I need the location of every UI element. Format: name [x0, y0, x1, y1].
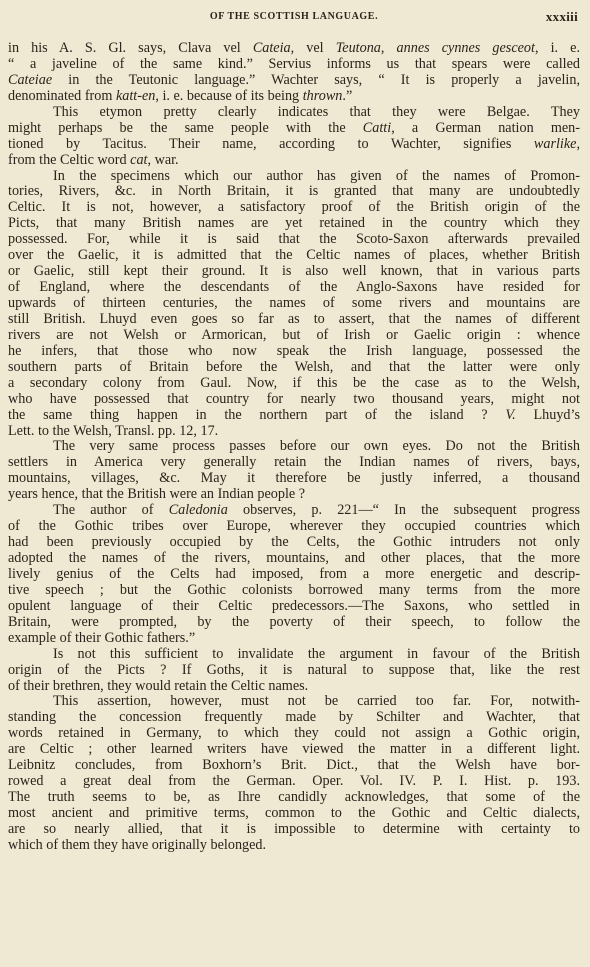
text-line: southern parts of Britain before the Welsh, and that the latter were only	[8, 358, 580, 375]
text-line: upwards of thirteen centuries, the names of some rivers and mountains are	[8, 295, 580, 311]
text-line: words retained in Germany, to which they could not assign a Gothic origin,	[8, 725, 580, 742]
text-line: of the Gothic tribes over Europe, wherever they occupied countries which	[8, 518, 580, 535]
text-line: a secondary colony from Gaul. Now, if this be the case as to the Welsh,	[8, 374, 580, 391]
text-line: he infers, that those who now speak the Irish language, possessed the	[8, 342, 580, 359]
text-line: In the specimens which our author has given of the names of Promon-	[53, 167, 580, 184]
text-line: of their brethren, they would retain the Celtic names.	[8, 677, 309, 694]
text-line: Cateiae in the Teutonic language.” Wachter says, “ It is properly a javelin,	[8, 71, 580, 88]
text-line: had been previously occupied by the Celts, the Gothic intruders not only	[8, 534, 580, 551]
text-line: in his A. S. Gl. says, Clava vel Cateia, vel Teutona, annes cynnes gesceot, i. e.	[8, 40, 580, 56]
text-line: might perhaps be the same people with the Catti, a German nation men-	[8, 119, 580, 136]
text-line: Picts, that many British names are yet retained in the country which they	[8, 215, 580, 232]
text-line: This etymon pretty clearly indicates that they were Belgae. They	[53, 103, 580, 120]
text-line: who have possessed that country for nearly two thousand years, might not	[8, 390, 580, 407]
text-line: denominated from katt-en, i. e. because of its being thrown.”	[8, 87, 353, 104]
text-line: are Celtic ; other learned writers have viewed the matter in a different light.	[8, 741, 580, 758]
text-line: The truth seems to be, as Ihre candidly acknowledges, that some of the	[8, 789, 580, 806]
text-line: the same thing happen in the northern part of the island ? V. Lhuyd’s	[8, 406, 580, 423]
text-line: tioned by Tacitus. Their name, according to Wachter, signifies warlike,	[8, 135, 580, 152]
text-line: The author of Caledonia observes, p. 221—“ In the subsequent progress	[53, 502, 580, 519]
text-line: adopted the names of the rivers, mountains, and other places, that the more	[8, 550, 580, 566]
text-line: tories, Rivers, &c. in North Britain, it is granted that many are undoubtedly	[8, 183, 580, 200]
text-line: opulent language of their Celtic predecessors.—The Saxons, who settled in	[8, 597, 580, 614]
text-line: standing the concession frequently made by Schilter and Wachter, that	[8, 709, 580, 726]
text-line: tive speech ; but the Gothic colonists borrowed many terms from the more	[8, 581, 580, 598]
text-line: Is not this sufficient to invalidate the argument in favour of the British	[53, 645, 580, 662]
text-line: or Gaelic, still kept their ground. It is also well known, that in various parts	[8, 263, 580, 280]
text-line: are so nearly allied, that it is impossible to determine with certainty to	[8, 820, 580, 837]
text-line: The very same process passes before our own eyes. Do not the British	[53, 438, 580, 455]
text-line: from the Celtic word cat, war.	[8, 151, 179, 168]
text-line: Britain, were prompted, by the poverty of their speech, to follow the	[8, 613, 580, 630]
text-line: of England, where the descendants of the Anglo-Saxons have resided for	[8, 279, 580, 296]
text-line: Celtic. It is not, however, a satisfactory proof of the British origin of the	[8, 199, 580, 216]
text-line: This assertion, however, must not be carried too far. For, notwith-	[53, 693, 580, 710]
text-line: Lett. to the Welsh, Transl. pp. 12, 17.	[8, 422, 219, 439]
running-title: OF THE SCOTTISH LANGUAGE.	[209, 11, 379, 22]
page-header	[8, 5, 580, 25]
text-line: which of them they have originally belonged.	[8, 836, 267, 853]
text-line: settlers in America very generally retain the Indian names of rivers, bays,	[8, 454, 580, 471]
text-line: example of their Gothic fathers.”	[8, 629, 196, 646]
text-line: still British. Lhuyd even goes so far as to assert, that the names of different	[8, 310, 580, 327]
text-line: most ancient and primitive terms, common to the Gothic and Celtic dialects,	[8, 805, 580, 821]
text-line: rivers are not Welsh or Armorican, but of Irish or Gaelic origin : whence	[8, 326, 580, 343]
text-line: origin of the Picts ? If Goths, it is natural to suppose that, like the rest	[8, 661, 580, 678]
text-line: rowed a great deal from the German. Oper. Vol. IV. P. I. Hist. p. 193.	[8, 773, 580, 790]
page-number: xxxiii	[545, 9, 578, 24]
text-line: Leibnitz concludes, from Boxhorn’s Brit. Dict., that the Welsh have bor-	[8, 757, 580, 774]
text-line: years hence, that the British were an Indian people ?	[8, 486, 306, 503]
text-line: lively genius of the Celts had imposed, from a more energetic and descrip-	[8, 565, 580, 582]
text-line: possessed. For, while it is said that the Scoto-Saxon afterwards prevailed	[8, 231, 580, 248]
body-text	[8, 41, 580, 854]
text-line: mountains, villages, &c. May it therefore be justly inferred, a thousand	[8, 470, 580, 487]
text-line: “ a javeline of the same kind.” Servius informs us that spears were called	[8, 55, 580, 72]
text-line: over the Gaelic, it is admitted that the Celtic names of places, whether British	[8, 247, 580, 264]
